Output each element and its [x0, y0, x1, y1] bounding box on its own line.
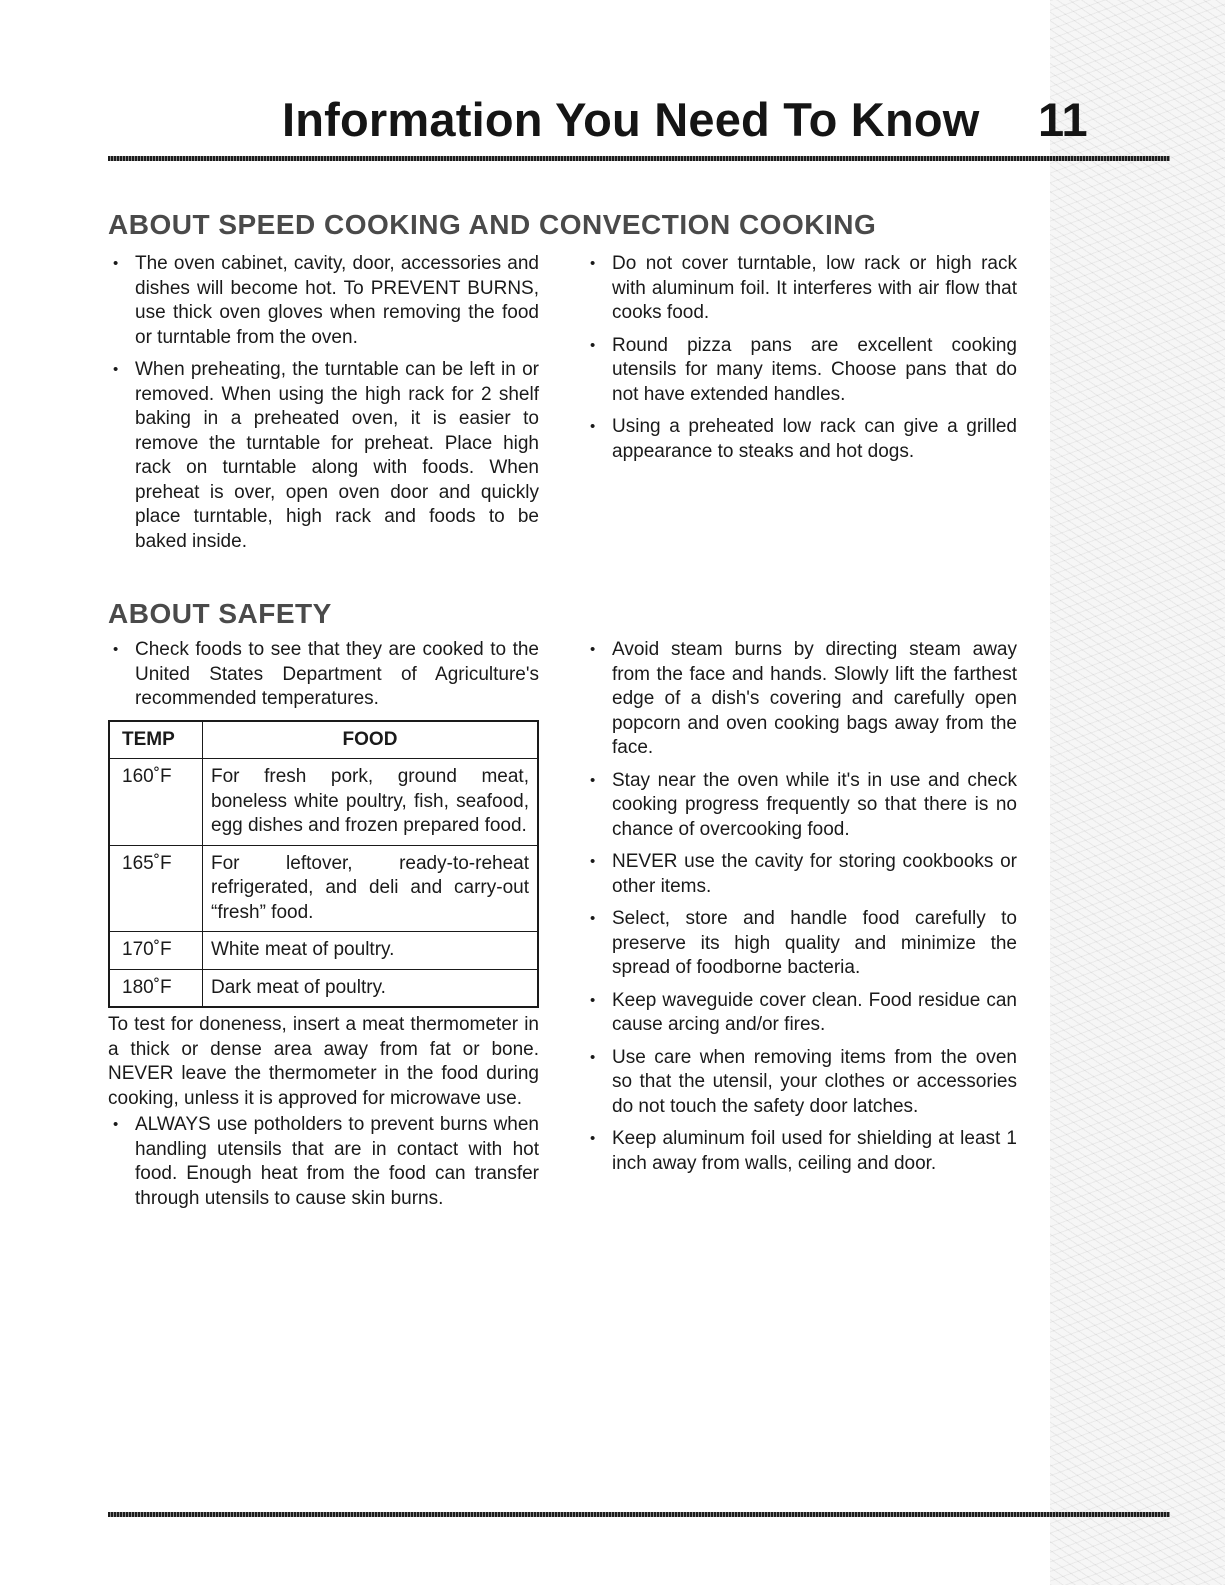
bullet-icon: •	[590, 1048, 596, 1066]
doneness-paragraph: To test for doneness, insert a meat thermometer in a thick or dense area away from fat or bone. NEVER leave the thermometer in the food during cooking, unless it is approved for microwave use.	[108, 1014, 539, 1109]
food-cell: Dark meat of poultry.	[203, 969, 539, 1007]
speed-convection-left-list	[108, 252, 539, 562]
page-title: Information You Need To Know	[282, 93, 980, 146]
bullet-icon: •	[113, 1116, 119, 1133]
list-item: • Check foods to see that they are cooked to the United States Department of Agriculture's recommended temperatures.	[113, 639, 539, 709]
temp-cell: 170˚F	[109, 932, 203, 970]
column-header-food: FOOD	[203, 721, 539, 759]
column-header-temp: TEMP	[109, 721, 203, 759]
page-number: 11	[1038, 93, 1088, 146]
temp-cell: 160˚F	[109, 759, 203, 846]
table-row	[109, 932, 538, 970]
list-item: • NEVER use the cavity for storing cookbooks or other items.	[590, 851, 1017, 897]
food-cell: For leftover, ready-to-reheat refrigerated, and deli and carry-out “fresh” food.	[203, 845, 539, 932]
safety-intro-list	[108, 638, 539, 720]
section-heading-safety: ABOUT SAFETY	[108, 598, 332, 629]
bullet-icon: •	[590, 336, 596, 354]
header-rule	[108, 156, 1170, 161]
temp-cell: 180˚F	[109, 969, 203, 1007]
table-row	[109, 969, 538, 1007]
food-cell: For fresh pork, ground meat, boneless white poultry, fish, seafood, egg dishes and frozen prepared food.	[203, 759, 539, 846]
bullet-icon: •	[590, 991, 596, 1009]
safety-right-list	[585, 638, 1017, 1184]
bullet-icon: •	[590, 255, 596, 272]
food-cell: White meat of poultry.	[203, 932, 539, 970]
list-item: • The oven cabinet, cavity, door, accessories and dishes will become hot. To PREVENT BURNS, use thick oven gloves when removing the food or turntable from the oven.	[113, 253, 539, 348]
list-item: • Avoid steam burns by directing steam away from the face and hands. Slowly lift the farthest edge of a dish's covering and carefully open popcorn and oven cooking bags away from the face.	[590, 639, 1017, 758]
bullet-icon: •	[590, 910, 596, 927]
list-item: • Round pizza pans are excellent cooking utensils for many items. Choose pans that do not have extended handles.	[590, 334, 1017, 405]
list-item: • Select, store and handle food carefully to preserve its high quality and minimize the spread of foodborne bacteria.	[590, 908, 1017, 978]
bullet-icon: •	[590, 771, 596, 789]
bullet-icon: •	[590, 418, 596, 435]
list-item: • ALWAYS use potholders to prevent burns when handling utensils that are in contact with hot food. Enough heat from the food can transfer through utensils to cause skin burns.	[113, 1114, 539, 1209]
bullet-icon: •	[590, 853, 596, 870]
list-item: • Keep aluminum foil used for shielding at least 1 inch away from walls, ceiling and door.	[590, 1128, 1017, 1174]
table-header-row	[109, 721, 538, 759]
speed-convection-right-list	[585, 252, 1017, 472]
bullet-icon: •	[113, 641, 119, 658]
bullet-icon: •	[590, 641, 596, 658]
bullet-icon: •	[590, 1130, 596, 1147]
list-item: • Using a preheated low rack can give a grilled appearance to steaks and hot dogs.	[590, 416, 1017, 462]
list-item: • Keep waveguide cover clean. Food residue can cause arcing and/or fires.	[590, 989, 1017, 1035]
list-item: • Do not cover turntable, low rack or high rack with aluminum foil. It interferes with air flow that cooks food.	[590, 253, 1017, 323]
section-heading-speed-convection: ABOUT SPEED COOKING AND CONVECTION COOKING	[108, 209, 877, 240]
list-item: • When preheating, the turntable can be left in or removed. When using the high rack for 2 shelf baking in a preheated oven, it is easier to remove the turntable for preheat. Place high rack on turntable along with foods. When preheat is over, open oven door and quickly place turntable, high rack and foods to be baked inside.	[113, 359, 539, 552]
temperature-table	[108, 720, 539, 1008]
safety-left-list	[108, 1113, 539, 1219]
table-row	[109, 759, 538, 846]
table-row	[109, 845, 538, 932]
footer-rule	[108, 1512, 1170, 1517]
page-edge-texture	[1050, 0, 1225, 1585]
temp-cell: 165˚F	[109, 845, 203, 932]
list-item: • Stay near the oven while it's in use and check cooking progress frequently so that there is no chance of overcooking food.	[590, 769, 1017, 840]
bullet-icon: •	[113, 255, 119, 272]
list-item: • Use care when removing items from the oven so that the utensil, your clothes or accessories do not touch the safety door latches.	[590, 1046, 1017, 1117]
bullet-icon: •	[113, 361, 119, 378]
